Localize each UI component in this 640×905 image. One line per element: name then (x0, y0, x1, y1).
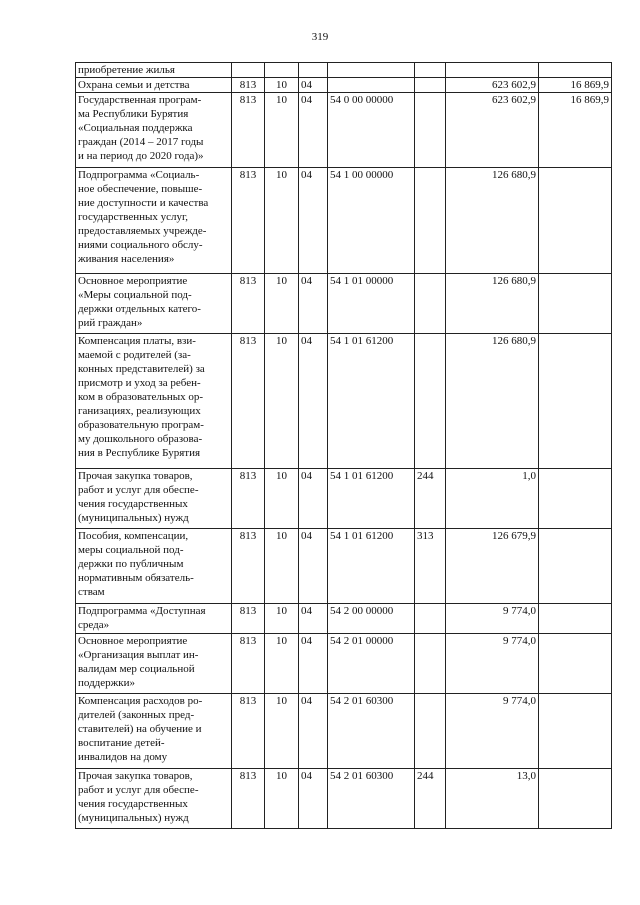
expense-type-cell (415, 274, 446, 334)
amount-cell: 13,0 (446, 769, 539, 829)
target-article-cell (328, 78, 415, 93)
ministry-code-cell: 813 (232, 604, 265, 634)
subsection-code-cell: 04 (299, 274, 328, 334)
target-article-cell: 54 2 00 00000 (328, 604, 415, 634)
ministry-code-cell: 813 (232, 334, 265, 469)
row-name-cell: Компенсация расходов ро- дителей (законных пред- ставителей) на обучение и воспитание детей- инвалидов на дому (76, 694, 232, 769)
ministry-code-cell: 813 (232, 634, 265, 694)
page-number: 319 (311, 31, 329, 43)
section-code-cell: 10 (265, 529, 299, 604)
target-article-cell: 54 2 01 60300 (328, 769, 415, 829)
budget-table (75, 62, 612, 829)
amount-federal-cell (539, 529, 612, 604)
expense-type-cell: 244 (415, 469, 446, 529)
row-name-cell: Прочая закупка товаров, работ и услуг для обеспе- чения государственных (муниципальных) нужд (76, 769, 232, 829)
table-row (76, 93, 612, 168)
row-name-cell: Подпрограмма «Доступная среда» (76, 604, 232, 634)
expense-type-cell: 313 (415, 529, 446, 604)
amount-federal-cell (539, 694, 612, 769)
target-article-cell: 54 1 00 00000 (328, 168, 415, 274)
table-row (76, 469, 612, 529)
ministry-code-cell: 813 (232, 694, 265, 769)
budget-table-body (76, 63, 612, 829)
table-row (76, 63, 612, 78)
amount-cell (446, 63, 539, 78)
amount-federal-cell (539, 274, 612, 334)
section-code-cell: 10 (265, 168, 299, 274)
expense-type-cell (415, 63, 446, 78)
amount-cell: 9 774,0 (446, 604, 539, 634)
section-code-cell: 10 (265, 694, 299, 769)
amount-cell: 126 679,9 (446, 529, 539, 604)
subsection-code-cell: 04 (299, 634, 328, 694)
row-name-cell: Компенсация платы, взи- маемой с родителей (за- конных представителей) за присмотр и уход за ребен- ком в образовательных ор- ганизациях, реализующих образовательную програм- му дошкольного образова- ния в Республике Бурятия (76, 334, 232, 469)
amount-federal-cell: 16 869,9 (539, 78, 612, 93)
table-row (76, 78, 612, 93)
ministry-code-cell: 813 (232, 529, 265, 604)
amount-cell: 1,0 (446, 469, 539, 529)
amount-cell: 9 774,0 (446, 634, 539, 694)
section-code-cell: 10 (265, 769, 299, 829)
amount-federal-cell (539, 769, 612, 829)
section-code-cell (265, 63, 299, 78)
amount-cell: 623 602,9 (446, 78, 539, 93)
expense-type-cell (415, 604, 446, 634)
amount-federal-cell (539, 168, 612, 274)
amount-cell: 126 680,9 (446, 168, 539, 274)
target-article-cell: 54 1 01 00000 (328, 274, 415, 334)
ministry-code-cell: 813 (232, 769, 265, 829)
ministry-code-cell: 813 (232, 78, 265, 93)
amount-federal-cell (539, 63, 612, 78)
row-name-cell: Основное мероприятие «Меры социальной под- держки отдельных катего- рий граждан» (76, 274, 232, 334)
row-name-cell: Основное мероприятие «Организация выплат ин- валидам мер социальной поддержки» (76, 634, 232, 694)
amount-federal-cell (539, 634, 612, 694)
table-row (76, 334, 612, 469)
subsection-code-cell: 04 (299, 93, 328, 168)
table-row (76, 604, 612, 634)
row-name-cell: приобретение жилья (76, 63, 232, 78)
table-row (76, 529, 612, 604)
amount-cell: 126 680,9 (446, 334, 539, 469)
row-name-cell: Подпрограмма «Социаль- ное обеспечение, повыше- ние доступности и качества государственных услуг, предоставляемых учрежде- ниями социального обслу- живания населения» (76, 168, 232, 274)
section-code-cell: 10 (265, 604, 299, 634)
subsection-code-cell: 04 (299, 334, 328, 469)
target-article-cell (328, 63, 415, 78)
table-row (76, 274, 612, 334)
amount-federal-cell: 16 869,9 (539, 93, 612, 168)
subsection-code-cell: 04 (299, 469, 328, 529)
target-article-cell: 54 2 01 00000 (328, 634, 415, 694)
table-row (76, 168, 612, 274)
subsection-code-cell: 04 (299, 769, 328, 829)
subsection-code-cell: 04 (299, 168, 328, 274)
section-code-cell: 10 (265, 274, 299, 334)
row-name-cell: Пособия, компенсации, меры социальной под- держки по публичным нормативным обязатель- ствам (76, 529, 232, 604)
target-article-cell: 54 1 01 61200 (328, 529, 415, 604)
section-code-cell: 10 (265, 469, 299, 529)
ministry-code-cell: 813 (232, 168, 265, 274)
ministry-code-cell: 813 (232, 93, 265, 168)
expense-type-cell (415, 634, 446, 694)
subsection-code-cell: 04 (299, 604, 328, 634)
amount-cell: 9 774,0 (446, 694, 539, 769)
section-code-cell: 10 (265, 93, 299, 168)
row-name-cell: Государственная програм- ма Республики Бурятия «Социальная поддержка граждан (2014 – 2017 годы и на период до 2020 года)» (76, 93, 232, 168)
table-row (76, 694, 612, 769)
target-article-cell: 54 1 01 61200 (328, 334, 415, 469)
expense-type-cell (415, 78, 446, 93)
target-article-cell: 54 1 01 61200 (328, 469, 415, 529)
row-name-cell: Охрана семьи и детства (76, 78, 232, 93)
table-row (76, 769, 612, 829)
amount-cell: 126 680,9 (446, 274, 539, 334)
ministry-code-cell: 813 (232, 274, 265, 334)
expense-type-cell (415, 93, 446, 168)
amount-federal-cell (539, 604, 612, 634)
ministry-code-cell: 813 (232, 469, 265, 529)
row-name-cell: Прочая закупка товаров, работ и услуг для обеспе- чения государственных (муниципальных) нужд (76, 469, 232, 529)
table-row (76, 634, 612, 694)
expense-type-cell (415, 168, 446, 274)
expense-type-cell (415, 694, 446, 769)
target-article-cell: 54 2 01 60300 (328, 694, 415, 769)
target-article-cell: 54 0 00 00000 (328, 93, 415, 168)
section-code-cell: 10 (265, 634, 299, 694)
amount-cell: 623 602,9 (446, 93, 539, 168)
subsection-code-cell: 04 (299, 694, 328, 769)
expense-type-cell: 244 (415, 769, 446, 829)
amount-federal-cell (539, 469, 612, 529)
subsection-code-cell: 04 (299, 78, 328, 93)
section-code-cell: 10 (265, 334, 299, 469)
subsection-code-cell: 04 (299, 529, 328, 604)
section-code-cell: 10 (265, 78, 299, 93)
subsection-code-cell (299, 63, 328, 78)
expense-type-cell (415, 334, 446, 469)
amount-federal-cell (539, 334, 612, 469)
ministry-code-cell (232, 63, 265, 78)
